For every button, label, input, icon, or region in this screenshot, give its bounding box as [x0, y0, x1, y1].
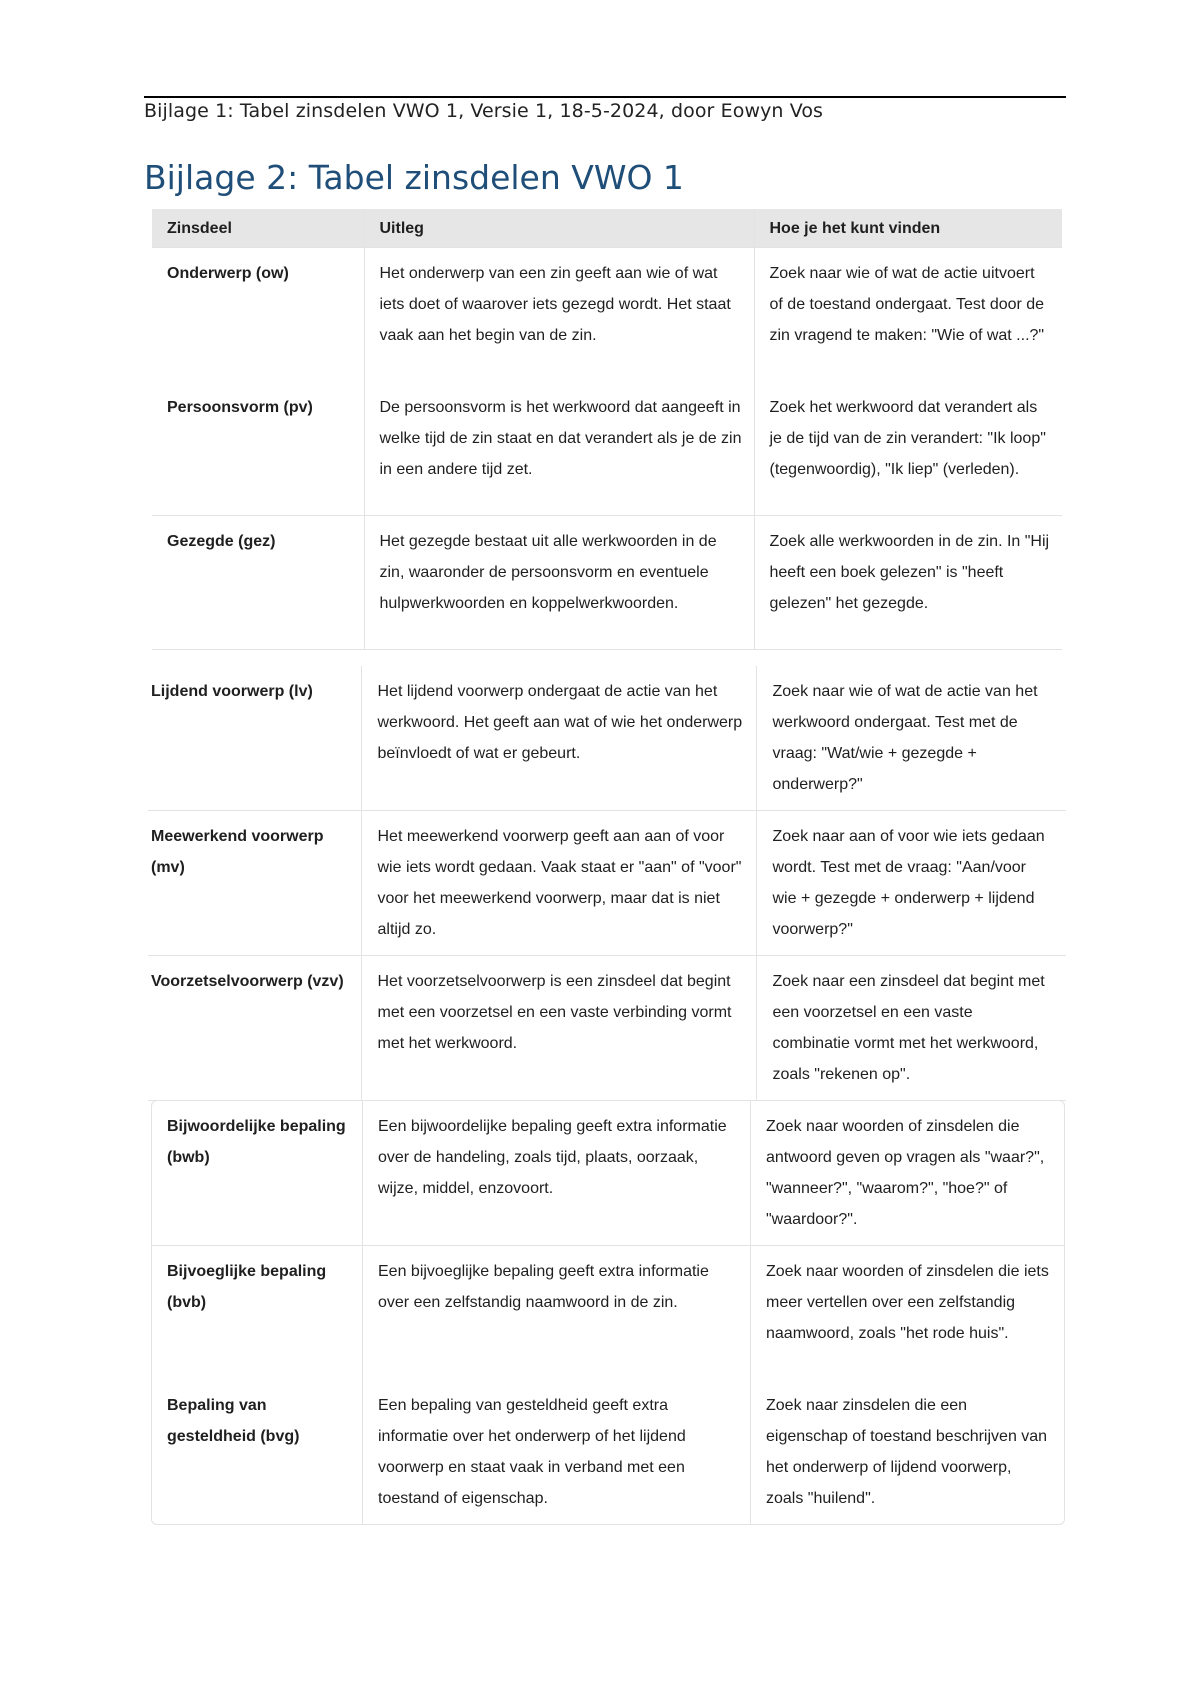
row-term: Bijvoeglijke bepaling (bvb)	[167, 1263, 327, 1311]
row-term: Voorzetselvoorwerp (vzv)	[148, 956, 361, 1101]
row-uitleg: Het gezegde bestaat uit alle werkwoorden in de zin, waaronder de persoonsvorm en eventuele hulpwerkwoorden en koppelwerkwoorden.	[364, 516, 754, 650]
zinsdelen-table-part-3	[151, 1100, 1065, 1525]
table-row	[152, 1101, 1064, 1246]
row-vinden: Zoek naar aan of voor wie iets gedaan wordt. Test met de vraag: "Aan/voor wie + gezegde + onderwerp + lijdend voorwerp?"	[756, 811, 1066, 956]
table-row	[152, 248, 1062, 382]
row-vinden: Zoek alle werkwoorden in de zin. In "Hij heeft een boek gelezen" is "heeft gelezen" het gezegde.	[754, 516, 1062, 650]
row-term: Lijdend voorwerp (lv)	[148, 666, 361, 811]
row-term: Bepaling van gesteldheid (bvg)	[167, 1397, 300, 1445]
row-vinden: Zoek naar wie of wat de actie uitvoert of de toestand ondergaat. Test door de zin vragend te maken: "Wie of wat ...?"	[754, 248, 1062, 382]
row-term: Gezegde (gez)	[152, 516, 364, 650]
row-vinden: Zoek naar woorden of zinsdelen die iets meer vertellen over een zelfstandig naamwoord, zoals "het rode huis".	[750, 1246, 1064, 1380]
page-header: Bijlage 1: Tabel zinsdelen VWO 1, Versie 1, 18-5-2024, door Eowyn Vos	[144, 96, 1066, 122]
row-uitleg: Een bepaling van gesteldheid geeft extra informatie over het onderwerp of het lijdend voorwerp en staat vaak in verband met een toestand of eigenschap.	[362, 1380, 750, 1524]
column-header-zinsdeel: Zinsdeel	[152, 209, 364, 248]
row-uitleg: Het onderwerp van een zin geeft aan wie of wat iets doet of waarover iets gezegd wordt. Het staat vaak aan het begin van de zin.	[364, 248, 754, 382]
column-header-hoe-vinden: Hoe je het kunt vinden	[754, 209, 1062, 248]
table-row	[148, 666, 1066, 811]
row-uitleg: Het meewerkend voorwerp geeft aan aan of voor wie iets wordt gedaan. Vaak staat er "aan" of "voor" voor het meewerkend voorwerp, maar dat is niet altijd zo.	[361, 811, 756, 956]
row-uitleg: Een bijwoordelijke bepaling geeft extra informatie over de handeling, zoals tijd, plaats, oorzaak, wijze, middel, enzovoort.	[362, 1101, 750, 1246]
column-header-uitleg: Uitleg	[364, 209, 754, 248]
table-row	[148, 956, 1066, 1101]
row-vinden: Zoek naar woorden of zinsdelen die antwoord geven op vragen als "waar?", "wanneer?", "waarom?", "hoe?" of "waardoor?".	[750, 1101, 1064, 1246]
row-uitleg: Het lijdend voorwerp ondergaat de actie van het werkwoord. Het geeft aan wat of wie het onderwerp beïnvloedt of wat er gebeurt.	[361, 666, 756, 811]
zinsdelen-table-part-1	[152, 209, 1062, 650]
row-uitleg: Het voorzetselvoorwerp is een zinsdeel dat begint met een voorzetsel en een vaste verbinding vormt met het werkwoord.	[361, 956, 756, 1101]
row-vinden: Zoek naar zinsdelen die een eigenschap of toestand beschrijven van het onderwerp of lijdend voorwerp, zoals "huilend".	[750, 1380, 1064, 1524]
row-uitleg: Een bijvoeglijke bepaling geeft extra informatie over een zelfstandig naamwoord in de zin.	[362, 1246, 750, 1380]
row-term: Meewerkend voorwerp (mv)	[148, 811, 361, 956]
table-row	[152, 516, 1062, 650]
table-row	[152, 1380, 1064, 1524]
row-term: Onderwerp (ow)	[167, 265, 289, 282]
row-uitleg: De persoonsvorm is het werkwoord dat aangeeft in welke tijd de zin staat en dat verandert als je de zin in een andere tijd zet.	[364, 382, 754, 516]
zinsdelen-table-part-2	[148, 666, 1066, 1101]
row-term: Persoonsvorm (pv)	[152, 382, 364, 516]
table-header-row	[152, 209, 1062, 248]
table-row	[148, 811, 1066, 956]
table-row	[152, 1246, 1064, 1380]
row-term: Bijwoordelijke bepaling (bwb)	[152, 1101, 362, 1246]
row-vinden: Zoek het werkwoord dat verandert als je de tijd van de zin verandert: "Ik loop" (tegenwoordig), "Ik liep" (verleden).	[754, 382, 1062, 516]
row-vinden: Zoek naar een zinsdeel dat begint met een voorzetsel en een vaste combinatie vormt met het werkwoord, zoals "rekenen op".	[756, 956, 1066, 1101]
table-row	[152, 382, 1062, 516]
document-title: Bijlage 2: Tabel zinsdelen VWO 1	[144, 158, 684, 197]
row-vinden: Zoek naar wie of wat de actie van het werkwoord ondergaat. Test met de vraag: "Wat/wie + gezegde + onderwerp?"	[756, 666, 1066, 811]
